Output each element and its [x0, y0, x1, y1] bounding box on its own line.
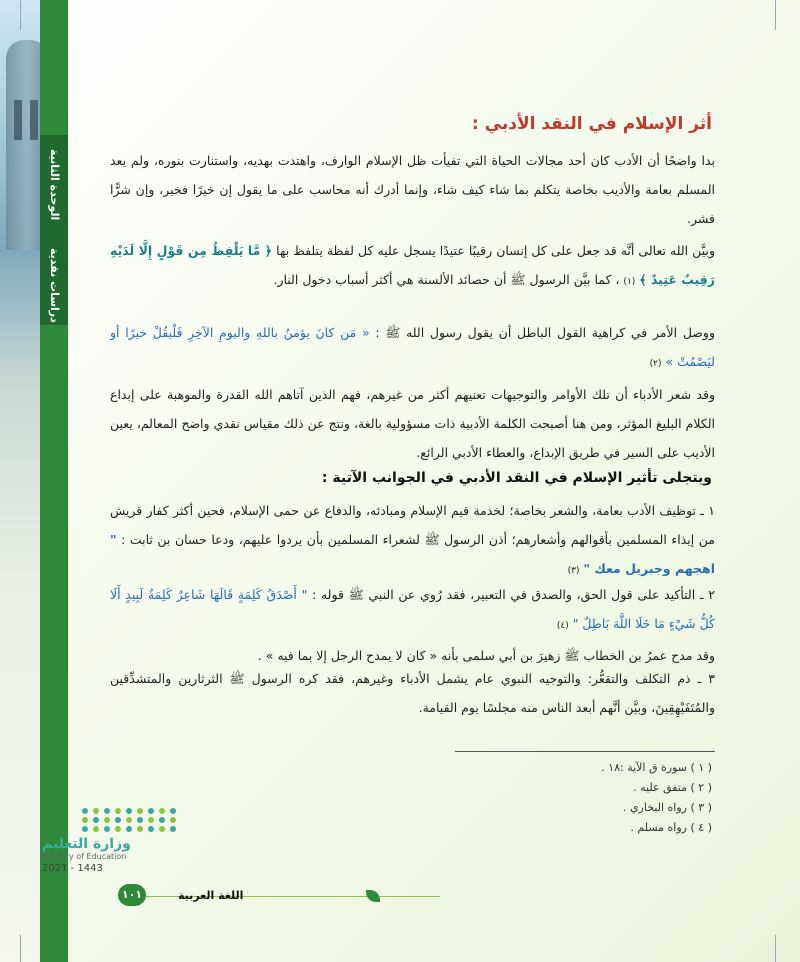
hadith-quote-2: " أَصْدَقُ كَلِمَةٍ قَالَهَا شَاعِرٌ كَلِمَةُ لَبِيدٍ أَلَا كُلُّ شَيْءٍ مَا خَلَا اللَّهَ بَاطِلٌ " — [110, 587, 715, 631]
footnote-ref-2: (٢) — [649, 359, 662, 369]
paragraph-4-text: وقد شعر الأدباء أن تلك الأوامر والتوجيهات تعنيهم أكثر من غيرهم، فهم الذين آتاهم الله القدرة والموهبة على إبداع الكلام البليغ المؤثر، ومن هنا أصبحت الكلمة الأدبية ذات مسؤولية بالغة، ونتج عن ذلك مقياس نقدي واضح المعالم، يعين الأديب على السير في طريق الإبداع، والعطاء الأدبي الرائع. — [110, 387, 715, 460]
list-item-1-text: ١ ـ توظيف الأدب بعامة، والشعر بخاصة؛ لخدمة قيم الإسلام ومبادئه، والدفاع عن حمى الإسلام، فحين أكثر كفار قريش من إيذاء المسلمين بأقوالهم وأشعارهم؛ أذن الرسول ﷺ لشعراء المسلمين بأن يردوا عليهم، ودعا حسان بن ثابت : — [110, 503, 715, 547]
crop-mark — [775, 0, 776, 30]
paragraph-3-text: ووصل الأمر في كراهية القول الباطل أن يقول رسول الله ﷺ : — [375, 325, 715, 340]
paragraph-2-text: وبيَّن الله تعالى أنَّه قد جعل على كل إنسان رقيبًا عتيدًا يسجل عليه كل لفظة يتلفظ بها — [276, 243, 715, 258]
footnote: ( ٤ ) رواه مسلم . — [630, 821, 712, 834]
intro-paragraph — [110, 146, 715, 233]
section-heading: أثر الإسلام في النقد الأدبي : — [471, 114, 712, 134]
list-item-2 — [110, 580, 715, 670]
section-label: دراسات نقدية — [48, 247, 61, 323]
footnote-ref-3: (٣) — [567, 566, 580, 576]
paragraph-1: بدا واضحًا أن الأدب كان أحد مجالات الحياة التي تفيأت ظل الإسلام الوارف، واهتدت بهديه، واستنارت بنوره، ولم يعد المسلم بعامة والأديب بخاصة يتكلم بما شاء كيف شاء، وإنما أدرك أنه محاسب على ما يقول إن خيرًا فخير، وإن شرًّا فشر. — [110, 153, 715, 226]
paragraph-2-continuation: ، كما بيَّن الرسول ﷺ أن حصائد الألسنة هي أكثر أسباب دخول النار. — [273, 272, 620, 287]
crop-mark — [20, 0, 21, 30]
crop-mark — [775, 935, 776, 962]
footnote-ref-1: (١) — [623, 277, 636, 287]
paragraph-3 — [110, 318, 715, 379]
footer-line — [120, 896, 440, 897]
unit-label: الوحدة الثانية — [48, 149, 61, 221]
list-item-3 — [110, 664, 715, 722]
edition-year: 2021 - 1443 — [42, 863, 103, 874]
list-item-2-continuation: وقد مدح عمرُ بن الخطاب ﷺ زهيرَ بن أبي سلمى بأنه « كان لا يمدح الرجل إلا بما فيه » . — [257, 648, 715, 663]
paragraph-2 — [110, 236, 715, 297]
footnote: ( ١ ) سورة ق الآية :١٨ . — [601, 761, 712, 774]
list-item-2-text: ٢ ـ التأكيد على قول الحق، والصدق في التعبير، فقد رُوي عن النبي ﷺ قوله : — [312, 587, 715, 602]
footnote-divider — [455, 751, 715, 752]
subject-name: اللغة العربية — [178, 889, 244, 902]
list-item-1 — [110, 496, 715, 586]
footnote: ( ٢ ) متفق عليه . — [633, 781, 712, 794]
quran-verse: ﴿ مَّا يَلْفِظُ مِن قَوْلٍ إِلَّا لَدَيْهِ رَقِيبٌ عَتِيدٌ ﴾ — [110, 243, 715, 287]
ministry-name-arabic: وزارة التعليم — [42, 836, 131, 852]
ministry-logo — [42, 808, 152, 874]
crop-mark — [20, 935, 21, 962]
logo-dots-icon — [82, 808, 152, 832]
footnote-ref-4: (٤) — [556, 621, 569, 631]
hadith-quote-1: « مَن كانَ يؤمنُ باللهِ واليومِ الآخِرِ فَلْيقُلْ خيرًا أو ليَصْمُتْ » — [110, 325, 715, 369]
footnote: ( ٣ ) رواه البخاري . — [622, 801, 712, 814]
page-number: ١٠١ — [118, 884, 146, 906]
subheading: ويتجلى تأثير الإسلام في النقد الأدبي في الجوانب الآتية : — [321, 470, 712, 486]
list-item-3-text: ٣ ـ ذم التكلف والتقعُّر: والتوجيه النبوي عام يشمل الأدباء وغيرهم، فقد كره الرسول ﷺ الثرثارين والمتشدِّقين والمُتَفَيْهِقِينَ، وبيَّن أنَّهم أبعد الناس منه مجلسًا يوم القيامة. — [110, 671, 715, 715]
footnotes — [472, 758, 712, 838]
paragraph-4 — [110, 380, 715, 467]
leaf-icon — [366, 890, 380, 902]
list-item-1-quote: " اهجهم وجبريل معك " — [110, 532, 715, 576]
ministry-name-english: Ministry of Education — [42, 852, 127, 861]
